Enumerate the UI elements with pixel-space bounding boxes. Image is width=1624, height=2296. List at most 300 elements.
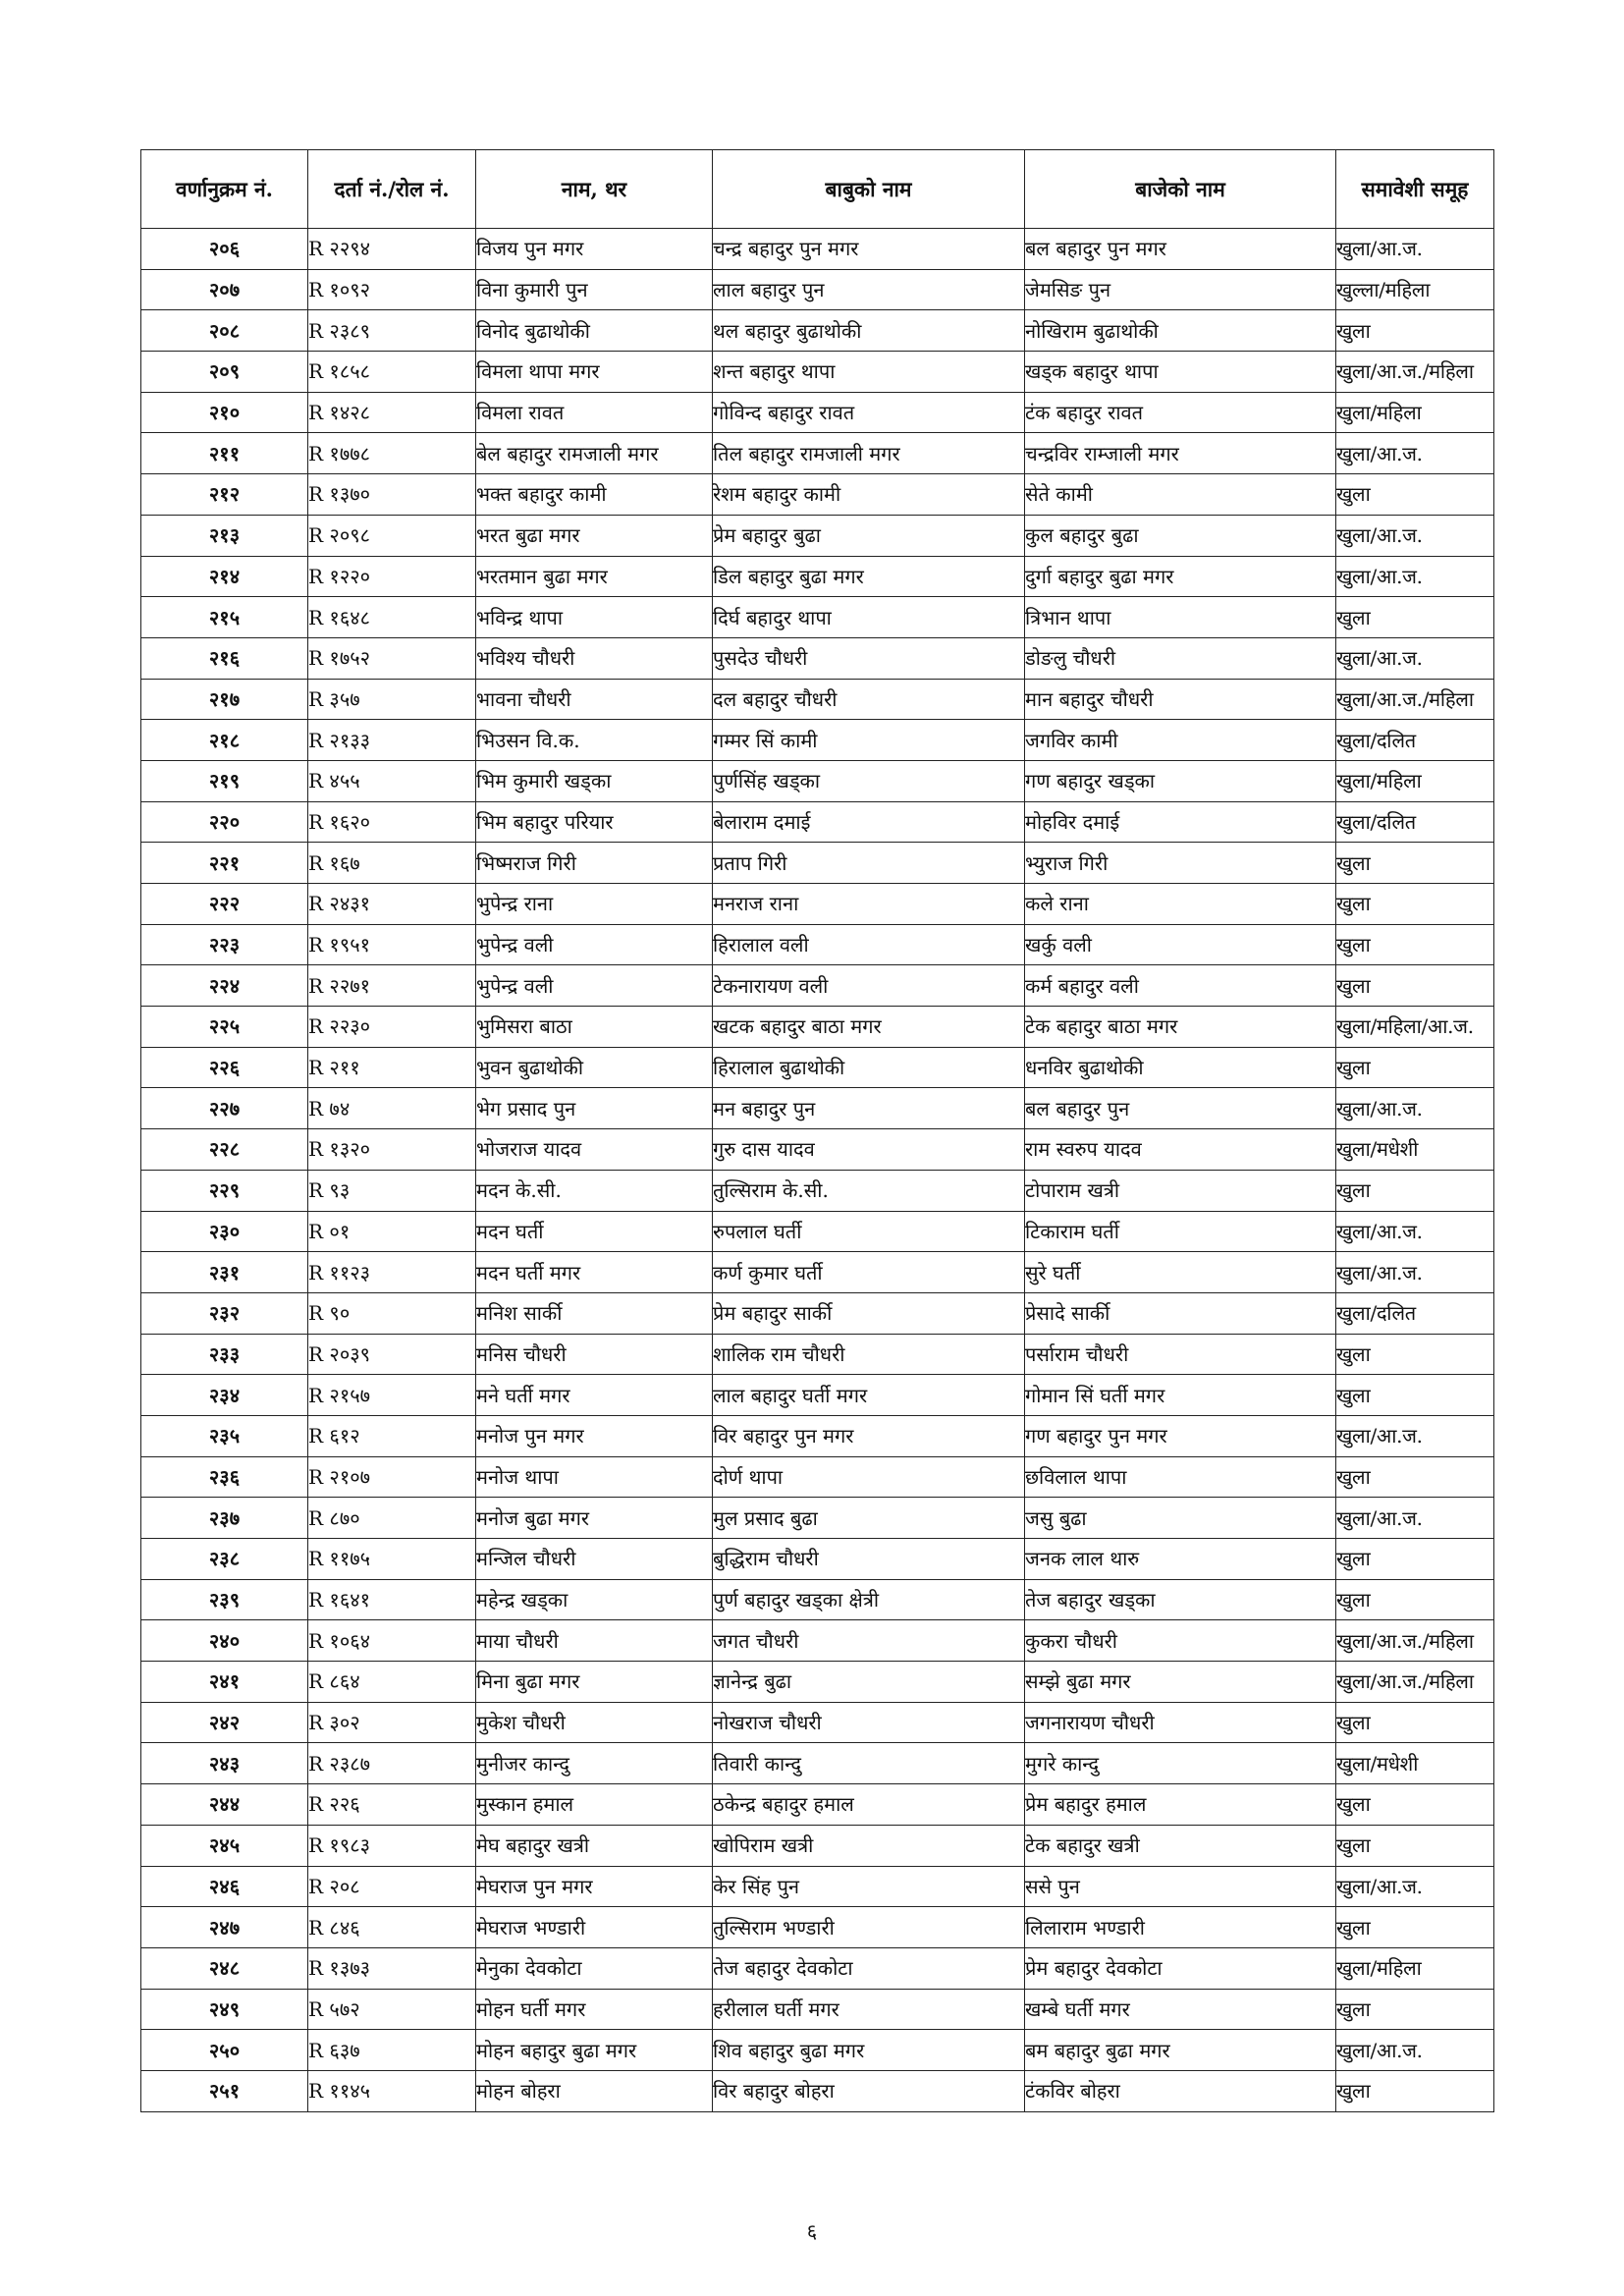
table-row xyxy=(141,1170,1494,1211)
cell-father-name: विर बहादुर बोहरा xyxy=(713,2070,1025,2111)
cell-serial-number: २२६ xyxy=(141,1047,308,1088)
cell-serial-number: २५१ xyxy=(141,2070,308,2111)
cell-inclusive-group: खुला xyxy=(1336,884,1494,925)
cell-roll-number: R २२६ xyxy=(308,1784,476,1826)
cell-serial-number: २०६ xyxy=(141,229,308,270)
cell-father-name: शिव बहादुर बुढा मगर xyxy=(713,2030,1025,2071)
cell-inclusive-group: खुला/आ.ज. xyxy=(1336,229,1494,270)
cell-inclusive-group: खुला xyxy=(1336,1375,1494,1416)
cell-roll-number: R २२९४ xyxy=(308,229,476,270)
cell-father-name: बेलाराम दमाई xyxy=(713,801,1025,843)
cell-grandfather-name: मान बहादुर चौधरी xyxy=(1025,679,1336,720)
cell-roll-number: R ३५७ xyxy=(308,679,476,720)
cell-inclusive-group: खुला/आ.ज./महिला xyxy=(1336,1662,1494,1703)
cell-grandfather-name: तेज बहादुर खड्का xyxy=(1025,1579,1336,1620)
cell-name: मेघ बहादुर खत्री xyxy=(476,1825,713,1866)
cell-inclusive-group: खुला/आ.ज. xyxy=(1336,433,1494,474)
cell-serial-number: २०९ xyxy=(141,352,308,393)
cell-serial-number: २४९ xyxy=(141,1989,308,2030)
cell-serial-number: २४० xyxy=(141,1620,308,1662)
cell-father-name: विर बहादुर पुन मगर xyxy=(713,1415,1025,1456)
cell-father-name: रुपलाल घर्ती xyxy=(713,1211,1025,1252)
table-row xyxy=(141,965,1494,1007)
cell-grandfather-name: चन्द्रविर राम्जाली मगर xyxy=(1025,433,1336,474)
cell-grandfather-name: टेक बहादुर खत्री xyxy=(1025,1825,1336,1866)
cell-roll-number: R २३८७ xyxy=(308,1743,476,1784)
cell-inclusive-group: खुला xyxy=(1336,1170,1494,1211)
cell-name: मनिश सार्की xyxy=(476,1292,713,1334)
cell-name: मिना बुढा मगर xyxy=(476,1662,713,1703)
cell-inclusive-group: खुला xyxy=(1336,1989,1494,2030)
cell-grandfather-name: भ्युराज गिरी xyxy=(1025,843,1336,884)
cell-inclusive-group: खुला xyxy=(1336,843,1494,884)
cell-grandfather-name: बल बहादुर पुन xyxy=(1025,1088,1336,1129)
table-row xyxy=(141,760,1494,801)
cell-name: मेघराज पुन मगर xyxy=(476,1866,713,1907)
cell-serial-number: २४२ xyxy=(141,1702,308,1743)
cell-grandfather-name: मुगरे कान्दु xyxy=(1025,1743,1336,1784)
cell-serial-number: २१४ xyxy=(141,556,308,597)
cell-name: मेघराज भण्डारी xyxy=(476,1907,713,1948)
cell-name: मुस्कान हमाल xyxy=(476,1784,713,1826)
cell-grandfather-name: छविलाल थापा xyxy=(1025,1456,1336,1498)
cell-roll-number: R ९३ xyxy=(308,1170,476,1211)
cell-serial-number: २३५ xyxy=(141,1415,308,1456)
table-row xyxy=(141,1252,1494,1293)
table-row xyxy=(141,2030,1494,2071)
cell-roll-number: R २४३१ xyxy=(308,884,476,925)
cell-grandfather-name: कले राना xyxy=(1025,884,1336,925)
table-row xyxy=(141,1292,1494,1334)
cell-inclusive-group: खुला/महिला xyxy=(1336,760,1494,801)
cell-roll-number: R १७७८ xyxy=(308,433,476,474)
cell-name: विनोद बुढाथोकी xyxy=(476,310,713,352)
cell-roll-number: R १३७३ xyxy=(308,1947,476,1989)
table-header-row xyxy=(141,150,1494,229)
cell-grandfather-name: खड्क बहादुर थापा xyxy=(1025,352,1336,393)
cell-serial-number: २४१ xyxy=(141,1662,308,1703)
cell-roll-number: R ५७२ xyxy=(308,1989,476,2030)
header-inclusive-group: समावेशी समूह xyxy=(1336,150,1494,229)
cell-inclusive-group: खुला xyxy=(1336,1784,1494,1826)
table-row xyxy=(141,269,1494,310)
cell-roll-number: R १२२० xyxy=(308,556,476,597)
cell-grandfather-name: जगनारायण चौधरी xyxy=(1025,1702,1336,1743)
cell-roll-number: R १७५२ xyxy=(308,637,476,679)
cell-inclusive-group: खुला xyxy=(1336,1047,1494,1088)
cell-father-name: कर्ण कुमार घर्ती xyxy=(713,1252,1025,1293)
cell-name: मनोज बुढा मगर xyxy=(476,1498,713,1539)
cell-grandfather-name: डोङलु चौधरी xyxy=(1025,637,1336,679)
cell-inclusive-group: खुला/आ.ज. xyxy=(1336,556,1494,597)
cell-roll-number: R २२३० xyxy=(308,1007,476,1048)
cell-roll-number: R ६३७ xyxy=(308,2030,476,2071)
table-row xyxy=(141,1211,1494,1252)
table-row xyxy=(141,474,1494,516)
cell-father-name: मनराज राना xyxy=(713,884,1025,925)
cell-roll-number: R १६४१ xyxy=(308,1579,476,1620)
cell-grandfather-name: खर्कु वली xyxy=(1025,924,1336,965)
cell-roll-number: R २१०७ xyxy=(308,1456,476,1498)
cell-name: मोहन बोहरा xyxy=(476,2070,713,2111)
cell-name: भोजराज यादव xyxy=(476,1129,713,1171)
cell-inclusive-group: खुला/महिला/आ.ज. xyxy=(1336,1007,1494,1048)
table-row xyxy=(141,884,1494,925)
header-father-name: बाबुको नाम xyxy=(713,150,1025,229)
cell-father-name: शन्त बहादुर थापा xyxy=(713,352,1025,393)
cell-inclusive-group: खुला xyxy=(1336,1334,1494,1375)
cell-grandfather-name: कर्म बहादुर वली xyxy=(1025,965,1336,1007)
table-row xyxy=(141,720,1494,761)
cell-father-name: मन बहादुर पुन xyxy=(713,1088,1025,1129)
cell-inclusive-group: खुला/आ.ज. xyxy=(1336,2030,1494,2071)
cell-roll-number: R २१३३ xyxy=(308,720,476,761)
cell-serial-number: २४७ xyxy=(141,1907,308,1948)
cell-father-name: लाल बहादुर पुन xyxy=(713,269,1025,310)
cell-serial-number: २०७ xyxy=(141,269,308,310)
cell-name: भिम बहादुर परियार xyxy=(476,801,713,843)
table-row xyxy=(141,1498,1494,1539)
cell-inclusive-group: खुला xyxy=(1336,310,1494,352)
cell-serial-number: २२० xyxy=(141,801,308,843)
cell-grandfather-name: धनविर बुढाथोकी xyxy=(1025,1047,1336,1088)
cell-serial-number: २३९ xyxy=(141,1579,308,1620)
cell-inclusive-group: खुला/आ.ज. xyxy=(1336,1866,1494,1907)
cell-name: भरत बुढा मगर xyxy=(476,515,713,556)
table-row xyxy=(141,924,1494,965)
cell-serial-number: २२७ xyxy=(141,1088,308,1129)
cell-serial-number: २२१ xyxy=(141,843,308,884)
table-row xyxy=(141,597,1494,638)
cell-roll-number: R १६४८ xyxy=(308,597,476,638)
cell-inclusive-group: खुला/आ.ज. xyxy=(1336,1088,1494,1129)
table-row xyxy=(141,310,1494,352)
table-row xyxy=(141,679,1494,720)
cell-name: मनोज थापा xyxy=(476,1456,713,1498)
cell-grandfather-name: प्रेम बहादुर देवकोटा xyxy=(1025,1947,1336,1989)
cell-roll-number: R ७४ xyxy=(308,1088,476,1129)
cell-name: मदन घर्ती मगर xyxy=(476,1252,713,1293)
cell-father-name: प्रताप गिरी xyxy=(713,843,1025,884)
cell-grandfather-name: टंक बहादुर रावत xyxy=(1025,392,1336,433)
cell-name: भिष्मराज गिरी xyxy=(476,843,713,884)
cell-serial-number: २२८ xyxy=(141,1129,308,1171)
cell-serial-number: २१५ xyxy=(141,597,308,638)
cell-roll-number: R १३२० xyxy=(308,1129,476,1171)
cell-grandfather-name: कुकरा चौधरी xyxy=(1025,1620,1336,1662)
cell-serial-number: २१२ xyxy=(141,474,308,516)
cell-name: महेन्द्र खड्का xyxy=(476,1579,713,1620)
cell-serial-number: २२२ xyxy=(141,884,308,925)
cell-grandfather-name: सेते कामी xyxy=(1025,474,1336,516)
cell-roll-number: R ८७० xyxy=(308,1498,476,1539)
cell-roll-number: R ८४६ xyxy=(308,1907,476,1948)
cell-name: भुमिसरा बाठा xyxy=(476,1007,713,1048)
cell-roll-number: R ११४५ xyxy=(308,2070,476,2111)
cell-father-name: थल बहादुर बुढाथोकी xyxy=(713,310,1025,352)
table-row xyxy=(141,1088,1494,1129)
cell-father-name: दल बहादुर चौधरी xyxy=(713,679,1025,720)
cell-grandfather-name: प्रेम बहादुर हमाल xyxy=(1025,1784,1336,1826)
cell-roll-number: R ३०२ xyxy=(308,1702,476,1743)
cell-name: भरतमान बुढा मगर xyxy=(476,556,713,597)
header-name: नाम, थर xyxy=(476,150,713,229)
cell-grandfather-name: लिलाराम भण्डारी xyxy=(1025,1907,1336,1948)
cell-grandfather-name: टंकविर बोहरा xyxy=(1025,2070,1336,2111)
table-row xyxy=(141,556,1494,597)
cell-father-name: तुल्सिराम के.सी. xyxy=(713,1170,1025,1211)
cell-grandfather-name: खम्बे घर्ती मगर xyxy=(1025,1989,1336,2030)
cell-father-name: खोपिराम खत्री xyxy=(713,1825,1025,1866)
cell-grandfather-name: गण बहादुर पुन मगर xyxy=(1025,1415,1336,1456)
cell-inclusive-group: खुला xyxy=(1336,474,1494,516)
cell-inclusive-group: खुला/आ.ज. xyxy=(1336,515,1494,556)
cell-name: मोहन बहादुर बुढा मगर xyxy=(476,2030,713,2071)
cell-inclusive-group: खुला/आ.ज. xyxy=(1336,637,1494,679)
cell-roll-number: R १८५८ xyxy=(308,352,476,393)
cell-name: भुपेन्द्र वली xyxy=(476,965,713,1007)
cell-father-name: तिल बहादुर रामजाली मगर xyxy=(713,433,1025,474)
table-row xyxy=(141,1662,1494,1703)
cell-name: भावना चौधरी xyxy=(476,679,713,720)
cell-father-name: केर सिंह पुन xyxy=(713,1866,1025,1907)
cell-inclusive-group: खुला/आ.ज. xyxy=(1336,1252,1494,1293)
cell-roll-number: R ११२३ xyxy=(308,1252,476,1293)
cell-father-name: पुर्ण बहादुर खड्का क्षेत्री xyxy=(713,1579,1025,1620)
cell-roll-number: R १६२० xyxy=(308,801,476,843)
cell-roll-number: R २०९८ xyxy=(308,515,476,556)
cell-grandfather-name: ससे पुन xyxy=(1025,1866,1336,1907)
cell-serial-number: २१६ xyxy=(141,637,308,679)
cell-father-name: तिवारी कान्दु xyxy=(713,1743,1025,1784)
cell-roll-number: R २२७१ xyxy=(308,965,476,1007)
cell-grandfather-name: जेमसिङ पुन xyxy=(1025,269,1336,310)
cell-roll-number: R ९० xyxy=(308,1292,476,1334)
cell-inclusive-group: खुला xyxy=(1336,1539,1494,1580)
cell-inclusive-group: खुला/दलित xyxy=(1336,801,1494,843)
table-row xyxy=(141,433,1494,474)
cell-roll-number: R २३८९ xyxy=(308,310,476,352)
cell-father-name: पुर्णसिंह खड्का xyxy=(713,760,1025,801)
cell-name: मुकेश चौधरी xyxy=(476,1702,713,1743)
cell-inclusive-group: खुला xyxy=(1336,924,1494,965)
cell-father-name: लाल बहादुर घर्ती मगर xyxy=(713,1375,1025,1416)
cell-father-name: खटक बहादुर बाठा मगर xyxy=(713,1007,1025,1048)
cell-inclusive-group: खुला/मधेशी xyxy=(1336,1743,1494,1784)
cell-roll-number: R ८६४ xyxy=(308,1662,476,1703)
page-number: ६ xyxy=(806,2219,818,2243)
cell-name: मदन के.सी. xyxy=(476,1170,713,1211)
cell-name: माया चौधरी xyxy=(476,1620,713,1662)
cell-inclusive-group: खुला xyxy=(1336,597,1494,638)
cell-name: भुपेन्द्र राना xyxy=(476,884,713,925)
table-row xyxy=(141,1375,1494,1416)
table-row xyxy=(141,1007,1494,1048)
cell-grandfather-name: नोखिराम बुढाथोकी xyxy=(1025,310,1336,352)
table-row xyxy=(141,1784,1494,1826)
cell-serial-number: २११ xyxy=(141,433,308,474)
cell-serial-number: २३० xyxy=(141,1211,308,1252)
cell-serial-number: २१३ xyxy=(141,515,308,556)
cell-grandfather-name: प्रेसादे सार्की xyxy=(1025,1292,1336,1334)
cell-grandfather-name: बम बहादुर बुढा मगर xyxy=(1025,2030,1336,2071)
cell-father-name: बुद्धिराम चौधरी xyxy=(713,1539,1025,1580)
cell-father-name: टेकनारायण वली xyxy=(713,965,1025,1007)
cell-grandfather-name: टोपाराम खत्री xyxy=(1025,1170,1336,1211)
cell-father-name: शालिक राम चौधरी xyxy=(713,1334,1025,1375)
cell-inclusive-group: खुला/आ.ज./महिला xyxy=(1336,352,1494,393)
cell-serial-number: २१० xyxy=(141,392,308,433)
cell-father-name: हिरालाल वली xyxy=(713,924,1025,965)
cell-roll-number: R २०८ xyxy=(308,1866,476,1907)
cell-serial-number: २५० xyxy=(141,2030,308,2071)
cell-serial-number: २३२ xyxy=(141,1292,308,1334)
table-row xyxy=(141,1907,1494,1948)
cell-name: भविश्य चौधरी xyxy=(476,637,713,679)
cell-grandfather-name: टेक बहादुर बाठा मगर xyxy=(1025,1007,1336,1048)
cell-name: मदन घर्ती xyxy=(476,1211,713,1252)
table-row xyxy=(141,637,1494,679)
header-serial-number: वर्णानुक्रम नं. xyxy=(141,150,308,229)
cell-inclusive-group: खुला xyxy=(1336,965,1494,1007)
cell-roll-number: R ४५५ xyxy=(308,760,476,801)
cell-name: भुपेन्द्र वली xyxy=(476,924,713,965)
cell-grandfather-name: बल बहादुर पुन मगर xyxy=(1025,229,1336,270)
cell-inclusive-group: खुला/दलित xyxy=(1336,1292,1494,1334)
cell-roll-number: R २१५७ xyxy=(308,1375,476,1416)
cell-father-name: प्रेम बहादुर सार्की xyxy=(713,1292,1025,1334)
cell-inclusive-group: खुला xyxy=(1336,1702,1494,1743)
cell-grandfather-name: पर्साराम चौधरी xyxy=(1025,1334,1336,1375)
cell-roll-number: R २०३९ xyxy=(308,1334,476,1375)
table-row xyxy=(141,1456,1494,1498)
cell-serial-number: २२५ xyxy=(141,1007,308,1048)
cell-serial-number: २३४ xyxy=(141,1375,308,1416)
cell-father-name: गुरु दास यादव xyxy=(713,1129,1025,1171)
cell-grandfather-name: गण बहादुर खड्का xyxy=(1025,760,1336,801)
cell-inclusive-group: खुला/आ.ज./महिला xyxy=(1336,679,1494,720)
cell-father-name: प्रेम बहादुर बुढा xyxy=(713,515,1025,556)
cell-grandfather-name: जसु बुढा xyxy=(1025,1498,1336,1539)
cell-grandfather-name: कुल बहादुर बुढा xyxy=(1025,515,1336,556)
cell-father-name: चन्द्र बहादुर पुन मगर xyxy=(713,229,1025,270)
cell-father-name: नोखराज चौधरी xyxy=(713,1702,1025,1743)
cell-roll-number: R ११७५ xyxy=(308,1539,476,1580)
table-row xyxy=(141,1989,1494,2030)
cell-roll-number: R २११ xyxy=(308,1047,476,1088)
cell-father-name: हिरालाल बुढाथोकी xyxy=(713,1047,1025,1088)
cell-name: बेल बहादुर रामजाली मगर xyxy=(476,433,713,474)
cell-inclusive-group: खुला/महिला xyxy=(1336,1947,1494,1989)
cell-roll-number: R १९८३ xyxy=(308,1825,476,1866)
cell-serial-number: २३३ xyxy=(141,1334,308,1375)
cell-father-name: जगत चौधरी xyxy=(713,1620,1025,1662)
cell-inclusive-group: खुला xyxy=(1336,2070,1494,2111)
cell-inclusive-group: खुला/आ.ज. xyxy=(1336,1415,1494,1456)
cell-name: भुवन बुढाथोकी xyxy=(476,1047,713,1088)
table-row xyxy=(141,1947,1494,1989)
cell-serial-number: २४५ xyxy=(141,1825,308,1866)
cell-serial-number: २४४ xyxy=(141,1784,308,1826)
cell-father-name: ज्ञानेन्द्र बुढा xyxy=(713,1662,1025,1703)
candidate-list-sheet xyxy=(140,149,1493,2112)
cell-serial-number: २३८ xyxy=(141,1539,308,1580)
table-row xyxy=(141,229,1494,270)
cell-name: मनोज पुन मगर xyxy=(476,1415,713,1456)
cell-name: विमला रावत xyxy=(476,392,713,433)
candidate-table xyxy=(140,149,1494,2112)
cell-serial-number: २४६ xyxy=(141,1866,308,1907)
table-row xyxy=(141,1129,1494,1171)
cell-name: मने घर्ती मगर xyxy=(476,1375,713,1416)
cell-inclusive-group: खुला/मधेशी xyxy=(1336,1129,1494,1171)
cell-serial-number: २२९ xyxy=(141,1170,308,1211)
cell-inclusive-group: खुला/आ.ज. xyxy=(1336,1498,1494,1539)
cell-inclusive-group: खुला xyxy=(1336,1579,1494,1620)
cell-grandfather-name: दुर्गा बहादुर बुढा मगर xyxy=(1025,556,1336,597)
cell-father-name: दोर्ण थापा xyxy=(713,1456,1025,1498)
cell-serial-number: २०८ xyxy=(141,310,308,352)
cell-grandfather-name: सम्झे बुढा मगर xyxy=(1025,1662,1336,1703)
cell-roll-number: R १६७ xyxy=(308,843,476,884)
cell-father-name: हरीलाल घर्ती मगर xyxy=(713,1989,1025,2030)
table-row xyxy=(141,1743,1494,1784)
cell-father-name: तुल्सिराम भण्डारी xyxy=(713,1907,1025,1948)
cell-father-name: डिल बहादुर बुढा मगर xyxy=(713,556,1025,597)
cell-name: विमला थापा मगर xyxy=(476,352,713,393)
cell-name: भिउसन वि.क. xyxy=(476,720,713,761)
cell-roll-number: R ६१२ xyxy=(308,1415,476,1456)
cell-name: भेग प्रसाद पुन xyxy=(476,1088,713,1129)
cell-serial-number: २३७ xyxy=(141,1498,308,1539)
cell-father-name: तेज बहादुर देवकोटा xyxy=(713,1947,1025,1989)
table-row xyxy=(141,1334,1494,1375)
cell-serial-number: २१९ xyxy=(141,760,308,801)
cell-roll-number: R ०१ xyxy=(308,1211,476,1252)
cell-serial-number: २१७ xyxy=(141,679,308,720)
cell-serial-number: २२३ xyxy=(141,924,308,965)
table-row xyxy=(141,352,1494,393)
cell-serial-number: २२४ xyxy=(141,965,308,1007)
cell-inclusive-group: खुला xyxy=(1336,1456,1494,1498)
cell-father-name: गोविन्द बहादुर रावत xyxy=(713,392,1025,433)
table-row xyxy=(141,2070,1494,2111)
cell-name: मुनीजर कान्दु xyxy=(476,1743,713,1784)
cell-grandfather-name: टिकाराम घर्ती xyxy=(1025,1211,1336,1252)
cell-inclusive-group: खुला/दलित xyxy=(1336,720,1494,761)
cell-grandfather-name: मोहविर दमाई xyxy=(1025,801,1336,843)
cell-serial-number: २१८ xyxy=(141,720,308,761)
cell-roll-number: R १९५१ xyxy=(308,924,476,965)
cell-inclusive-group: खुला/आ.ज./महिला xyxy=(1336,1620,1494,1662)
table-row xyxy=(141,1866,1494,1907)
cell-grandfather-name: गोमान सिं घर्ती मगर xyxy=(1025,1375,1336,1416)
cell-father-name: दिर्घ बहादुर थापा xyxy=(713,597,1025,638)
cell-name: मेनुका देवकोटा xyxy=(476,1947,713,1989)
table-row xyxy=(141,1579,1494,1620)
cell-serial-number: २३६ xyxy=(141,1456,308,1498)
cell-grandfather-name: सुरे घर्ती xyxy=(1025,1252,1336,1293)
cell-name: भक्त बहादुर कामी xyxy=(476,474,713,516)
cell-roll-number: R १०६४ xyxy=(308,1620,476,1662)
table-row xyxy=(141,801,1494,843)
cell-roll-number: R १०९२ xyxy=(308,269,476,310)
table-row xyxy=(141,1825,1494,1866)
table-row xyxy=(141,515,1494,556)
table-row xyxy=(141,392,1494,433)
cell-name: विना कुमारी पुन xyxy=(476,269,713,310)
table-row xyxy=(141,1539,1494,1580)
